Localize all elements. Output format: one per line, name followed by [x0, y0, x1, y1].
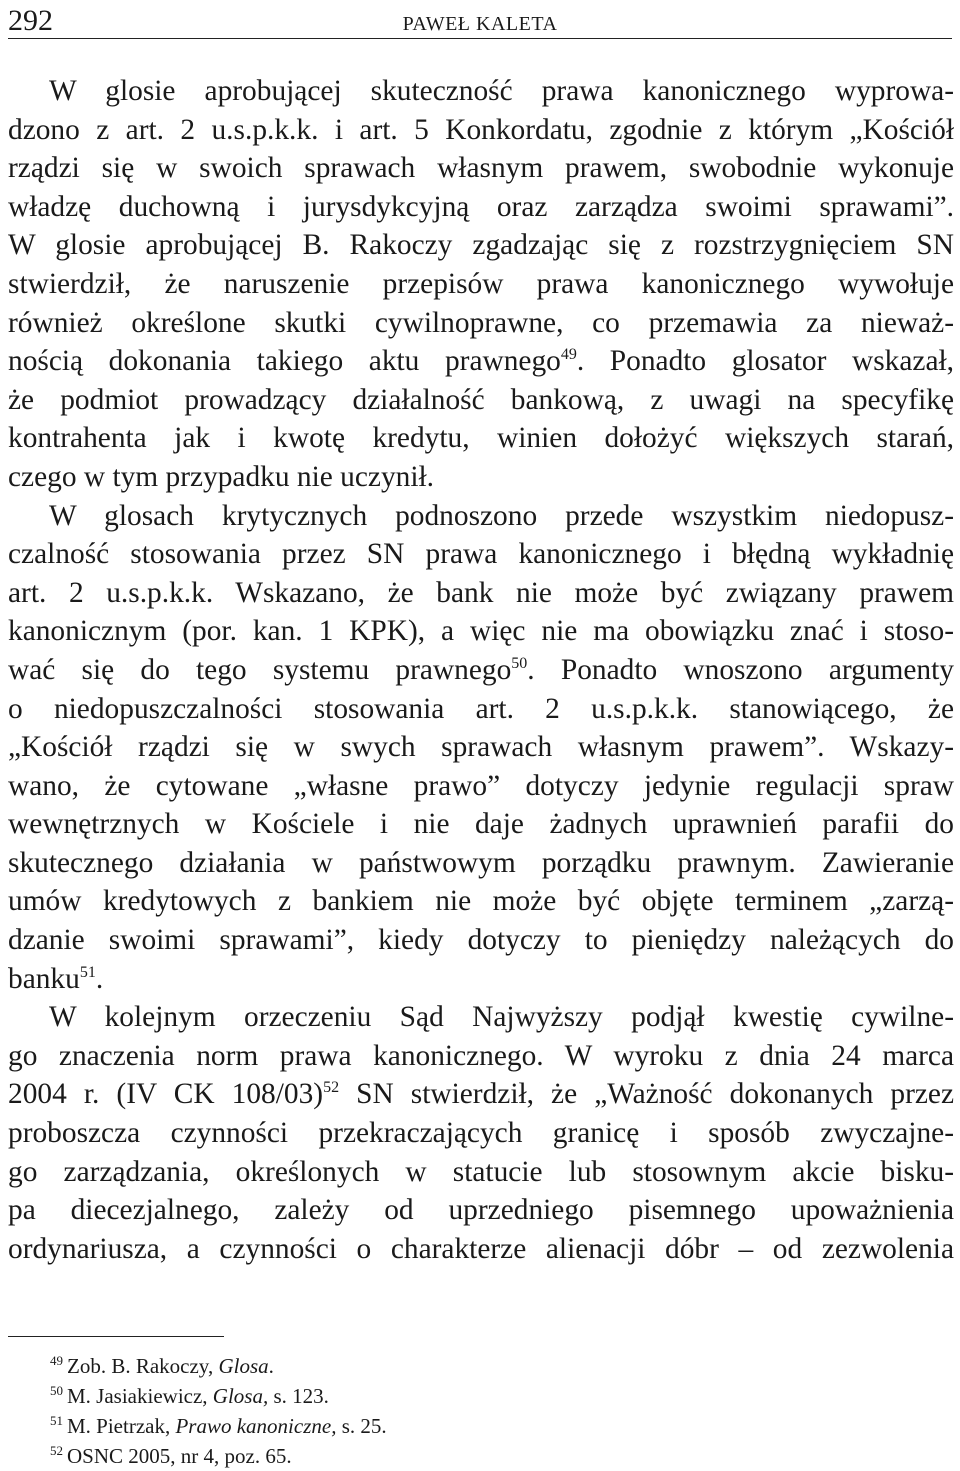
text-line — [8, 1153, 954, 1192]
footnote-title: Glosa, — [212, 1384, 269, 1408]
footnote-ref: 50 — [511, 654, 528, 672]
line-text: pa diecezjalnego, zależy od uprzedniego pisemnego upoważnienia — [8, 1194, 954, 1227]
line-text: kontrahenta jak i kwotę kredytu, winien dołożyć większych starań, — [8, 422, 954, 455]
footnote-text: OSNC 2005, nr 4, poz. 65. — [67, 1444, 292, 1468]
text-line — [8, 304, 954, 343]
footnote-49 — [50, 1351, 387, 1381]
text-line — [8, 188, 954, 227]
line-text: go zarządzania, określonych w statucie lub stosownym akcie bisku- — [8, 1155, 954, 1188]
line-text-continued: SN stwierdził, że „Ważność dokonanych przez — [339, 1078, 954, 1111]
footnote-50 — [50, 1381, 387, 1411]
line-text: stwierdził, że naruszenie przepisów prawa kanonicznego wywołuje — [8, 267, 954, 300]
line-text: dzanie swoimi sprawami”, kiedy dotyczy to pieniędzy należących do — [8, 924, 954, 957]
running-title: PAWEŁ KALETA — [402, 13, 558, 35]
line-text: o niedopuszczalności stosowania art. 2 u.s.p.k.k. stanowiącego, że — [8, 692, 954, 725]
line-text: czego w tym przypadku nie uczynił. — [8, 460, 435, 493]
line-text: W glosach krytycznych podnoszono przede wszystkim niedopusz- — [49, 499, 954, 532]
text-line — [8, 690, 954, 729]
footnote-ref: 51 — [79, 963, 96, 981]
line-text: władzę duchowną i jurysdykcyjną oraz zarządza swoimi sprawami”. — [8, 190, 954, 223]
footnote-text-continued: s. 25. — [336, 1414, 387, 1438]
text-line — [8, 1114, 954, 1153]
text-line — [8, 226, 954, 265]
line-text-continued: . Ponadto glosator wskazał, — [576, 345, 954, 378]
line-text: wewnętrznych w Kościele i nie daje żadnych uprawnień parafii do — [8, 808, 954, 841]
text-line — [8, 844, 954, 883]
text-line — [8, 1191, 954, 1230]
line-text: kanonicznym (por. kan. 1 KPK), a więc nie ma obowiązku znać i stoso- — [8, 615, 954, 648]
footnote-52 — [50, 1441, 387, 1471]
text-line — [8, 574, 954, 613]
line-text: umów kredytowych z bankiem nie może być objęte terminem „zarzą- — [8, 885, 954, 918]
footnote-number: 50 — [50, 1383, 63, 1398]
line-text: skutecznego działania w państwowym porządku prawnym. Zawieranie — [8, 846, 954, 879]
text-line — [8, 72, 954, 111]
footnotes — [50, 1351, 387, 1471]
text-line — [8, 921, 954, 960]
line-text: dzono z art. 2 u.s.p.k.k. i art. 5 Konkordatu, zgodnie z którym „Kościół — [8, 113, 954, 146]
line-text: również określone skutki cywilnoprawne, co przemawia za nieważ- — [8, 306, 954, 339]
line-text: art. 2 u.s.p.k.k. Wskazano, że bank nie może być związany prawem — [8, 576, 954, 609]
footnote-separator — [8, 1336, 224, 1337]
line-text-continued: . Ponadto wnoszono argumenty — [527, 653, 954, 686]
line-text: go znaczenia norm prawa kanonicznego. W wyroku z dnia 24 marca — [8, 1039, 954, 1072]
text-line — [8, 805, 954, 844]
footnote-number: 52 — [50, 1443, 63, 1458]
text-line — [8, 458, 954, 497]
text-line — [8, 419, 954, 458]
body-text — [8, 72, 954, 1268]
footnote-title: Prawo kanoniczne, — [175, 1414, 337, 1438]
text-line — [8, 960, 954, 999]
page-number: 292 — [8, 4, 53, 37]
text-line — [8, 882, 954, 921]
line-text: W glosie aprobującej B. Rakoczy zgadzając się z rozstrzygnięciem SN — [8, 229, 954, 262]
line-text: że podmiot prowadzący działalność bankową, z uwagi na specyfikę — [8, 383, 954, 416]
footnote-ref: 52 — [323, 1079, 340, 1097]
text-line — [8, 149, 954, 188]
line-text: „Kościół rządzi się w swych sprawach własnym prawem”. Wskazy- — [8, 731, 954, 764]
text-line — [8, 728, 954, 767]
footnote-title: Glosa — [218, 1354, 269, 1378]
line-text: banku — [8, 962, 80, 995]
text-line — [8, 497, 954, 536]
text-line — [8, 111, 954, 150]
line-text: czalność stosowania przez SN prawa kanonicznego i błędną wykładnię — [8, 538, 954, 571]
line-text: wać się do tego systemu prawnego — [8, 653, 512, 686]
line-text-continued: . — [95, 962, 104, 995]
text-line — [8, 1037, 954, 1076]
text-line — [8, 651, 954, 690]
line-text: W kolejnym orzeczeniu Sąd Najwyższy podjął kwestię cywilne- — [49, 1001, 954, 1034]
footnote-51 — [50, 1411, 387, 1441]
line-text: W glosie aprobującej skuteczność prawa kanonicznego wyprowa- — [49, 75, 954, 107]
text-line — [8, 381, 954, 420]
line-text: ordynariusza, a czynności o charakterze alienacji dóbr – od zezwolenia — [8, 1232, 954, 1265]
footnote-number: 49 — [50, 1353, 63, 1368]
text-line — [8, 767, 954, 806]
text-line — [8, 265, 954, 304]
line-text: wano, że cytowane „własne prawo” dotyczy jedynie regulacji spraw — [8, 769, 954, 802]
footnote-text-continued: s. 123. — [268, 1384, 329, 1408]
line-text: nością dokonania takiego aktu prawnego — [8, 345, 561, 378]
text-line — [8, 1230, 954, 1269]
running-header — [8, 4, 952, 39]
text-line — [8, 1075, 954, 1114]
footnote-text: M. Jasiakiewicz, — [67, 1384, 213, 1408]
text-line — [8, 612, 954, 651]
footnote-text: Zob. B. Rakoczy, — [67, 1354, 219, 1378]
line-text: 2004 r. (IV CK 108/03) — [8, 1078, 324, 1111]
text-line — [8, 535, 954, 574]
footnote-text-continued: . — [268, 1354, 274, 1378]
footnote-ref: 49 — [560, 346, 577, 364]
footnote-number: 51 — [50, 1413, 63, 1428]
footnote-text: M. Pietrzak, — [67, 1414, 176, 1438]
text-line — [8, 998, 954, 1037]
line-text: proboszcza czynności przekraczających granicę i sposób zwyczajne- — [8, 1117, 954, 1150]
text-line — [8, 342, 954, 381]
line-text: rządzi się w swoich sprawach własnym prawem, swobodnie wykonuje — [8, 152, 954, 185]
